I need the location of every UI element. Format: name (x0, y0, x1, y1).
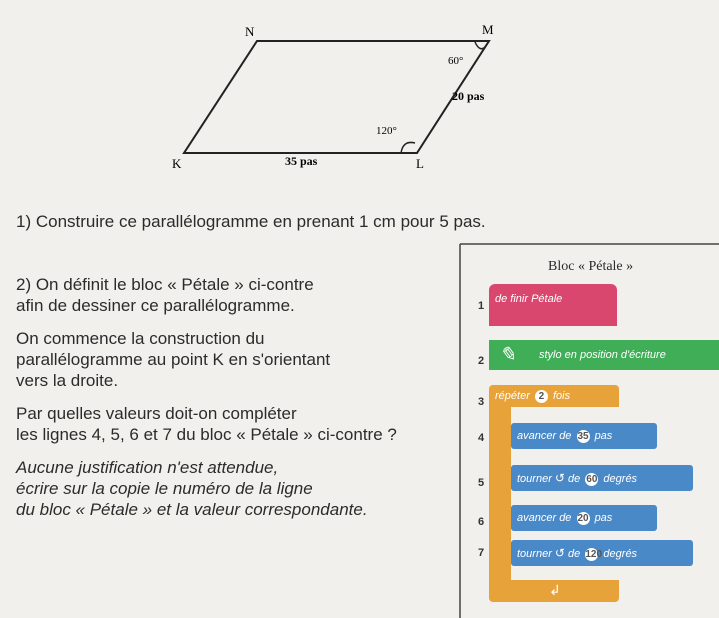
define-block-label: de finir Pétale (495, 293, 563, 305)
vertex-n: N (245, 24, 255, 39)
q2-text-6: Par quelles valeurs doit-on compléter (16, 404, 297, 423)
repeat-count-input[interactable]: 2 (535, 390, 548, 403)
move-block-6[interactable] (511, 505, 657, 531)
move-block-4[interactable] (511, 423, 657, 449)
side-label-right: 20 pas (452, 89, 485, 103)
turn-5-mid: de (568, 473, 581, 485)
line-num-7: 7 (478, 547, 485, 559)
q2-text-1: 2) On définit le bloc « Pétale » ci-contre (16, 275, 314, 294)
repeat-suffix: fois (552, 390, 571, 402)
line-num-5: 5 (478, 477, 485, 489)
repeat-block[interactable] (489, 385, 619, 602)
line-num-2: 2 (478, 355, 485, 367)
vertex-k: K (172, 156, 182, 171)
q2-text-3: On commence la construction du (16, 329, 265, 348)
line-num-4: 4 (478, 432, 485, 444)
vertex-m: M (482, 22, 494, 37)
q2-text-8: Aucune justification n'est attendue, (16, 458, 279, 477)
side-label-bottom: 35 pas (285, 154, 318, 168)
turn-5-prefix: tourner (517, 473, 552, 485)
rotate-left-icon: ↺ (554, 471, 565, 485)
define-block[interactable] (489, 284, 617, 326)
move-6-prefix: avancer de (517, 512, 572, 524)
turn-5-suffix: degrés (603, 473, 638, 485)
line-num-1: 1 (478, 300, 485, 312)
turn-7-suffix: degrés (603, 548, 638, 560)
move-6-value-input[interactable]: 20 (577, 513, 589, 524)
turn-7-mid: de (568, 548, 581, 560)
turn-block-5[interactable] (511, 465, 693, 491)
pen-down-label: stylo en position d'écriture (539, 349, 666, 361)
repeat-prefix: répéter (495, 390, 530, 402)
turn-block-7[interactable] (511, 540, 693, 566)
turn-5-value-input[interactable]: 60 (586, 474, 598, 485)
turn-7-value-input[interactable]: 120 (585, 549, 603, 560)
move-4-prefix: avancer de (517, 430, 572, 442)
pen-down-block[interactable] (489, 340, 719, 370)
loop-arrow-icon: ↲ (549, 582, 561, 598)
q2-text-5: vers la droite. (16, 371, 119, 390)
move-4-value-input[interactable]: 35 (577, 431, 589, 442)
turn-7-prefix: tourner (517, 548, 552, 560)
move-6-suffix: pas (594, 512, 613, 524)
q2-text-7: les lignes 4, 5, 6 et 7 du bloc « Pétale » ci-contre ? (16, 425, 397, 444)
vertex-l: L (416, 156, 424, 171)
line-num-6: 6 (478, 516, 485, 528)
question-1: 1) Construire ce parallélogramme en prenant 1 cm pour 5 pas. (16, 212, 486, 231)
q2-text-2: afin de dessiner ce parallélogramme. (16, 296, 295, 315)
move-4-suffix: pas (594, 430, 613, 442)
repeat-header (489, 385, 595, 407)
block-title: Bloc « Pétale » (548, 259, 634, 274)
q2-text-4: parallélogramme au point K en s'orientant (16, 350, 331, 369)
line-num-3: 3 (478, 396, 485, 408)
pen-icon: ✎ (499, 344, 516, 366)
angle-label-top: 60° (448, 55, 464, 67)
angle-label-bottom: 120° (376, 125, 397, 137)
q2-text-10: du bloc « Pétale » et la valeur correspondante. (16, 500, 368, 519)
q2-text-9: écrire sur la copie le numéro de la ligne (16, 479, 313, 498)
rotate-left-icon: ↺ (554, 546, 565, 560)
